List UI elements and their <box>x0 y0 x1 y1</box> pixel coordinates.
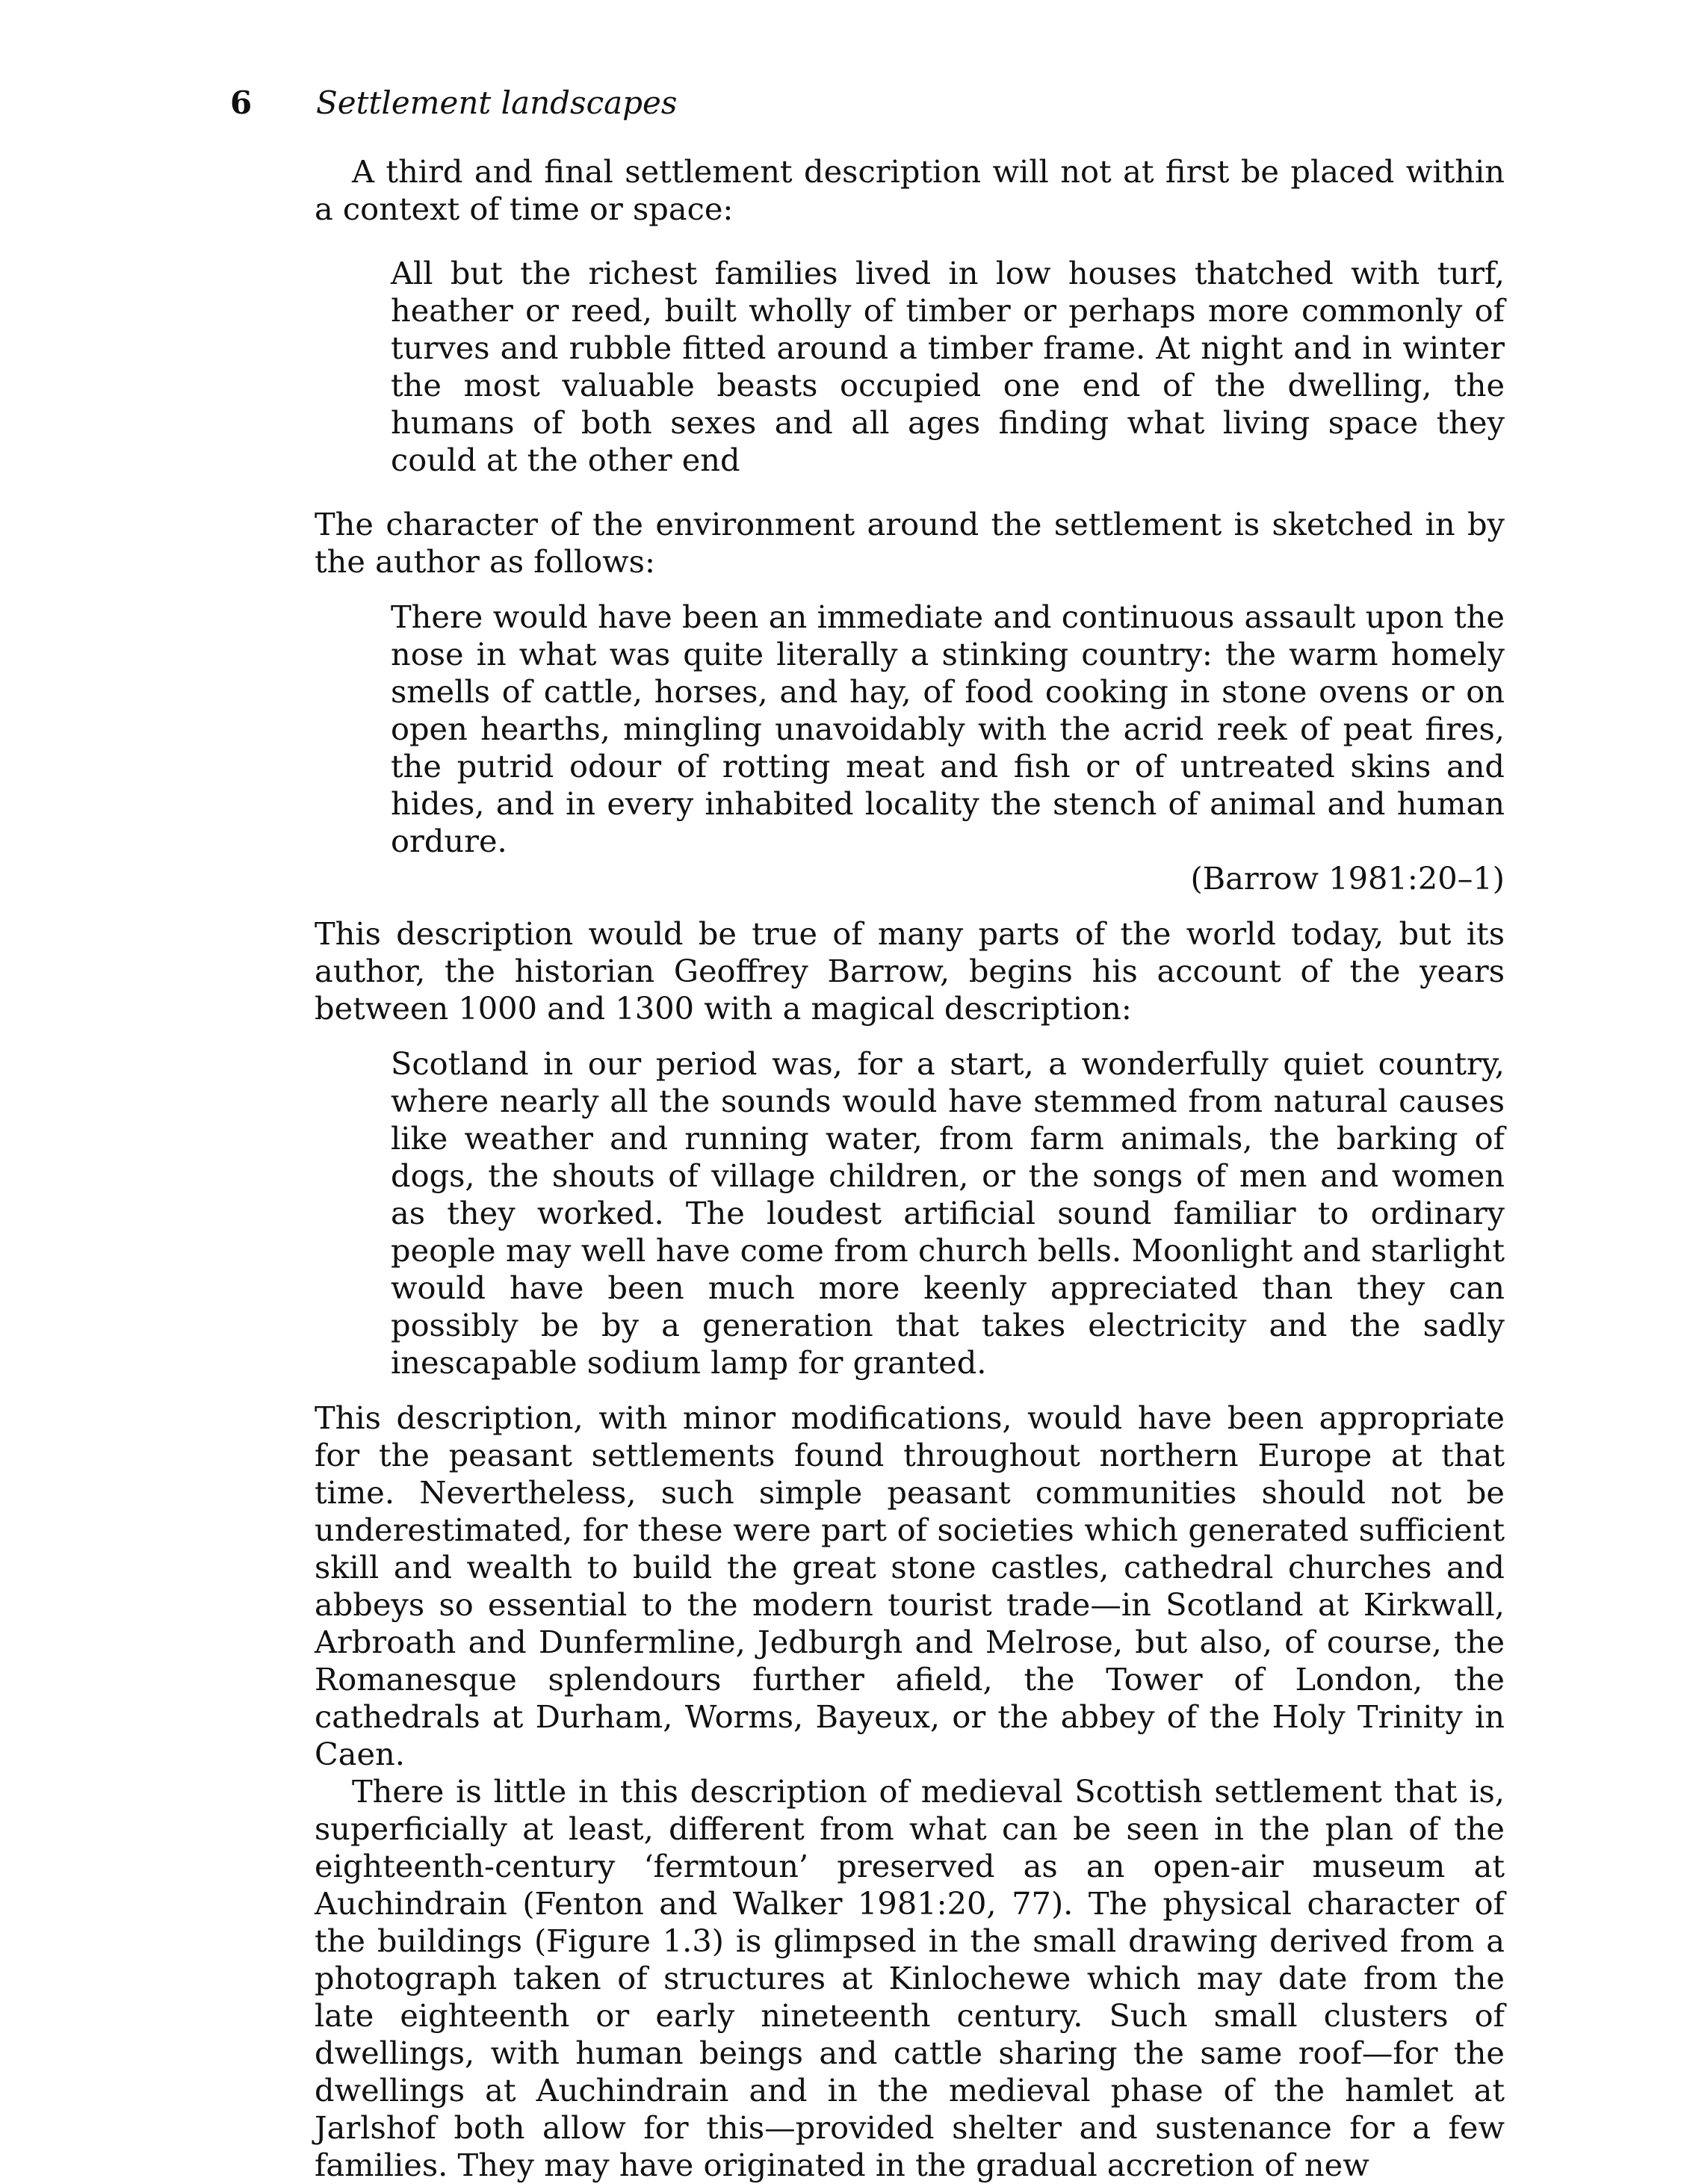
block-quote-houses: All but the richest families lived in low houses thatched with turf, heather or reed, built wholly of timber or perhaps more commonly of turves and rubble fitted around a timber frame. At night and in winter the most valuable beasts occupied one end of the dwelling, the humans of both sexes and all ages finding what living space they could at the other end <box>391 255 1505 478</box>
chapter-title: Settlement landscapes <box>316 84 678 121</box>
running-head <box>230 81 677 126</box>
citation-barrow: (Barrow 1981:20–1) <box>1190 860 1505 897</box>
body-text <box>315 153 1505 2184</box>
paragraph-barrow: This description would be true of many parts of the world today, but its author, the historian Geoffrey Barrow, begins his account of the years between 1000 and 1300 with a magical description: <box>315 915 1505 1027</box>
page-number: 6 <box>230 84 253 121</box>
paragraph-peasant: This description, with minor modifications, would have been appropriate for the peasant settlements found throughout northern Europe at that time. Nevertheless, such simple peasant communities should not be underestimated, for these were part of societies which generated sufficient skill and wealth to build the great stone castles, cathedral churches and abbeys so essential to the modern tourist trade—in Scotland at Kirkwall, Arbroath and Dunfermline, Jedburgh and Melrose, but also, of course, the Romanesque splendours further afield, the Tower of London, the cathedrals at Durham, Worms, Bayeux, or the abbey of the Holy Trinity in Caen. <box>315 1399 1505 1772</box>
paragraph-intro: A third and final settlement description will not at first be placed within a context of time or space: <box>315 153 1505 227</box>
block-quote-smells: There would have been an immediate and continuous assault upon the nose in what was quite literally a stinking country: the warm homely smells of cattle, horses, and hay, of food cooking in stone ovens or on open hearths, mingling unavoidably with the acrid reek of peat fires, the putrid odour of rotting meat and fish or of untreated skins and hides, and in every inhabited locality the stench of animal and human ordure. <box>391 598 1505 859</box>
paragraph-environment: The character of the environment around the settlement is sketched in by the author as follows: <box>315 506 1505 580</box>
block-quote-quiet-country: Scotland in our period was, for a start, a wonderfully quiet country, where nearly all the sounds would have stemmed from natural causes like weather and running water, from farm animals, the barking of dogs, the shouts of village children, or the songs of men and women as they worked. The loudest artificial sound familiar to ordinary people may well have come from church bells. Moonlight and starlight would have been much more keenly appreciated than they can possibly be by a generation that takes electricity and the sadly inescapable sodium lamp for granted. <box>391 1045 1505 1381</box>
paragraph-fermtoun: There is little in this description of medieval Scottish settlement that is, superficially at least, different from what can be seen in the plan of the eighteenth-century ‘fermtoun’ preserved as an open-air museum at Auchindrain (Fenton and Walker 1981:20, 77). The physical character of the buildings (Figure 1.3) is glimpsed in the small drawing derived from a photograph taken of structures at Kinlochewe which may date from the late eighteenth or early nineteenth century. Such small clusters of dwellings, with human beings and cattle sharing the same roof—for the dwellings at Auchindrain and in the medieval phase of the hamlet at Jarlshof both allow for this—provided shelter and sustenance for a few families. They may have originated in the gradual accretion of new <box>315 1773 1505 2183</box>
